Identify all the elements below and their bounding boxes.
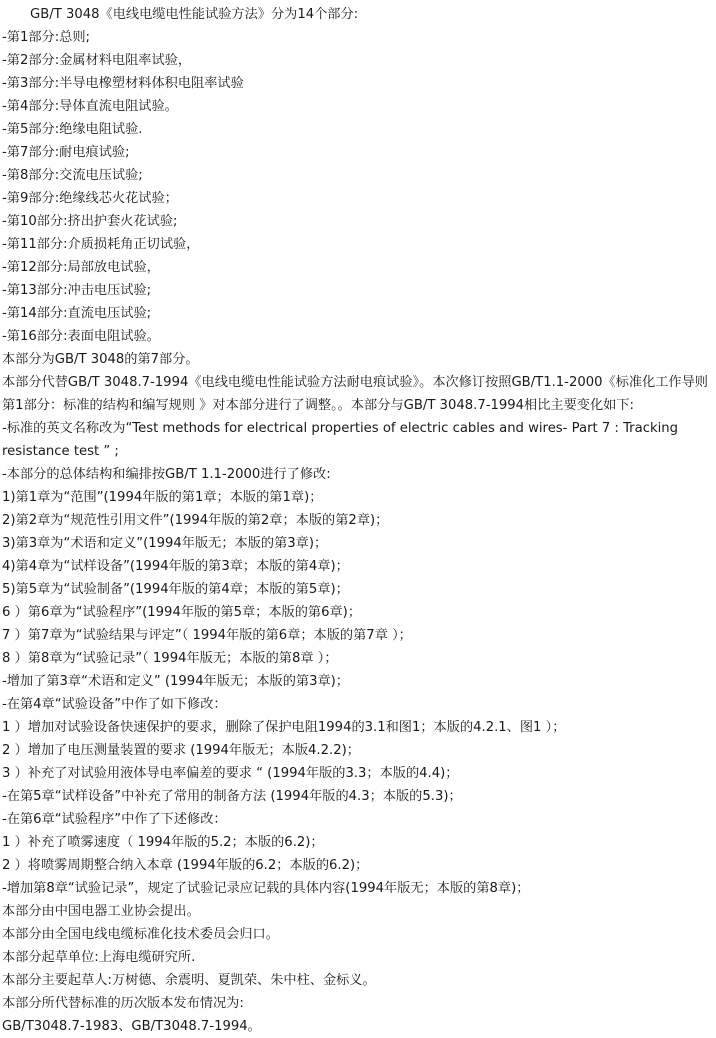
structure-intro: -本部分的总体结构和编排按GB/T 1.1-2000进行了修改: [2, 467, 331, 482]
chapter-6-change: 1 ）补充了喷雾速度（ 1994年版的5.2；本版的6.2)； [2, 835, 324, 850]
replaces-paragraph: 本部分代替GB/T 3048.7-1994《电线电缆电性能试验方法耐电痕试验》。本次修订按照GB/T1.1-2000《标准化工作导则 第1部分：标准的结构和编写规则 》对本部分进行了调整。。本部分与GB/T 3048.7-1994相比主要变化如下: [2, 375, 708, 413]
part-item: -第1部分:总则; [2, 30, 90, 45]
drafters: 本部分主要起草人:万树德、余震明、夏凯荣、朱中柱、金标义。 [2, 973, 376, 988]
chapter-6-change: 2 ）将喷雾周期整合纳入本章 (1994年版的6.2；本版的6.2)； [2, 858, 369, 873]
chapter-4-change: 1 ）增加对试验设备快速保护的要求，删除了保护电阻1994的3.1和图1；本版的4.2.1、图1 ）； [2, 720, 566, 735]
chapter-item: 8 ）第8章为“试验记录”（ 1994年版无；本版的第8章 ）； [2, 651, 338, 666]
centralized-by: 本部分由全国电线电缆标准化技术委员会归口。 [2, 927, 279, 942]
chapter-item: 6 ）第6章为“试验程序”(1994年版的第5章；本版的第6章)； [2, 605, 362, 620]
chapter-item: 4)第4章为“试样设备”(1994年版的第3章；本版的第4章)； [2, 559, 349, 574]
part-item: -第7部分:耐电痕试验; [2, 145, 130, 160]
english-name-change: -标准的英文名称改为“Test methods for electrical properties of electric cables and wires- Part 7 : Tracking resistance test ” ; [2, 421, 678, 459]
chapter-item: 1)第1章为“范围”(1994年版的第1章；本版的第1章)； [2, 490, 323, 505]
chapter-4-change: 2 ）增加了电压测量装置的要求 (1994年版无；本版4.2.2)； [2, 743, 360, 758]
part-item: -第8部分:交流电压试验; [2, 168, 143, 183]
part-item: -第2部分:金属材料电阻率试验， [2, 53, 192, 68]
chapter-4-change: 3 ）补充了对试验用液体导电率偏差的要求 “ (1994年版的3.3；本版的4.4)； [2, 766, 459, 781]
part-item: -第14部分:直流电压试验; [2, 306, 152, 321]
chapter-item: 2)第2章为“规范性引用文件”(1994年版的第2章；本版的第2章)； [2, 513, 389, 528]
part-item: -第4部分:导体直流电阻试验。 [2, 99, 178, 114]
part-item: -第5部分:绝缘电阻试验. [2, 122, 143, 137]
chapter-item: 3)第3章为“术语和定义”(1994年版无；本版的第3章)； [2, 536, 328, 551]
added-chapter-8: -增加第8章“试验记录”，规定了试验记录应记载的具体内容(1994年版无；本版的第8章)； [2, 881, 530, 896]
document-title: GB/T 3048《电线电缆电性能试验方法》分为14个部分: [30, 7, 359, 22]
drafting-unit: 本部分起草单位:上海电缆研究所. [2, 950, 196, 965]
part-item: -第10部分:挤出护套火花试验; [2, 214, 178, 229]
history-versions: GB/T3048.7-1983、GB/T3048.7-1994。 [2, 1019, 261, 1034]
chapter-6-intro: -在第6章“试验程序”中作了下述修改： [2, 812, 227, 827]
chapter-4-intro: -在第4章“试验设备”中作了如下修改： [2, 697, 227, 712]
this-part-statement: 本部分为GB/T 3048的第7部分。 [2, 352, 199, 367]
chapter-item: 7 ）第7章为“试验结果与评定”（ 1994年版的第6章；本版的第7章 ）； [2, 628, 412, 643]
chapter-5-change: -在第5章“试样设备”中补充了常用的制备方法 (1994年版的4.3；本版的5.3)； [2, 789, 462, 804]
proposed-by: 本部分由中国电器工业协会提出。 [2, 904, 200, 919]
part-item: -第13部分:冲击电压试验; [2, 283, 152, 298]
part-item: -第12部分:局部放电试验， [2, 260, 160, 275]
part-item: -第3部分:半导电橡塑材料体积电阻率试验 [2, 76, 244, 91]
part-item: -第9部分:绝缘线芯火花试验； [2, 191, 178, 206]
chapter-item: 5)第5章为“试验制备”(1994年版的第4章；本版的第5章)； [2, 582, 349, 597]
history-intro: 本部分所代替标准的历次版本发布情况为: [2, 996, 244, 1011]
added-chapter-3: -增加了第3章“术语和定义” (1994年版无；本版的第3章)； [2, 674, 349, 689]
part-item: -第11部分:介质损耗角正切试验， [2, 237, 200, 252]
part-item: -第16部分:表面电阻试验。 [2, 329, 160, 344]
